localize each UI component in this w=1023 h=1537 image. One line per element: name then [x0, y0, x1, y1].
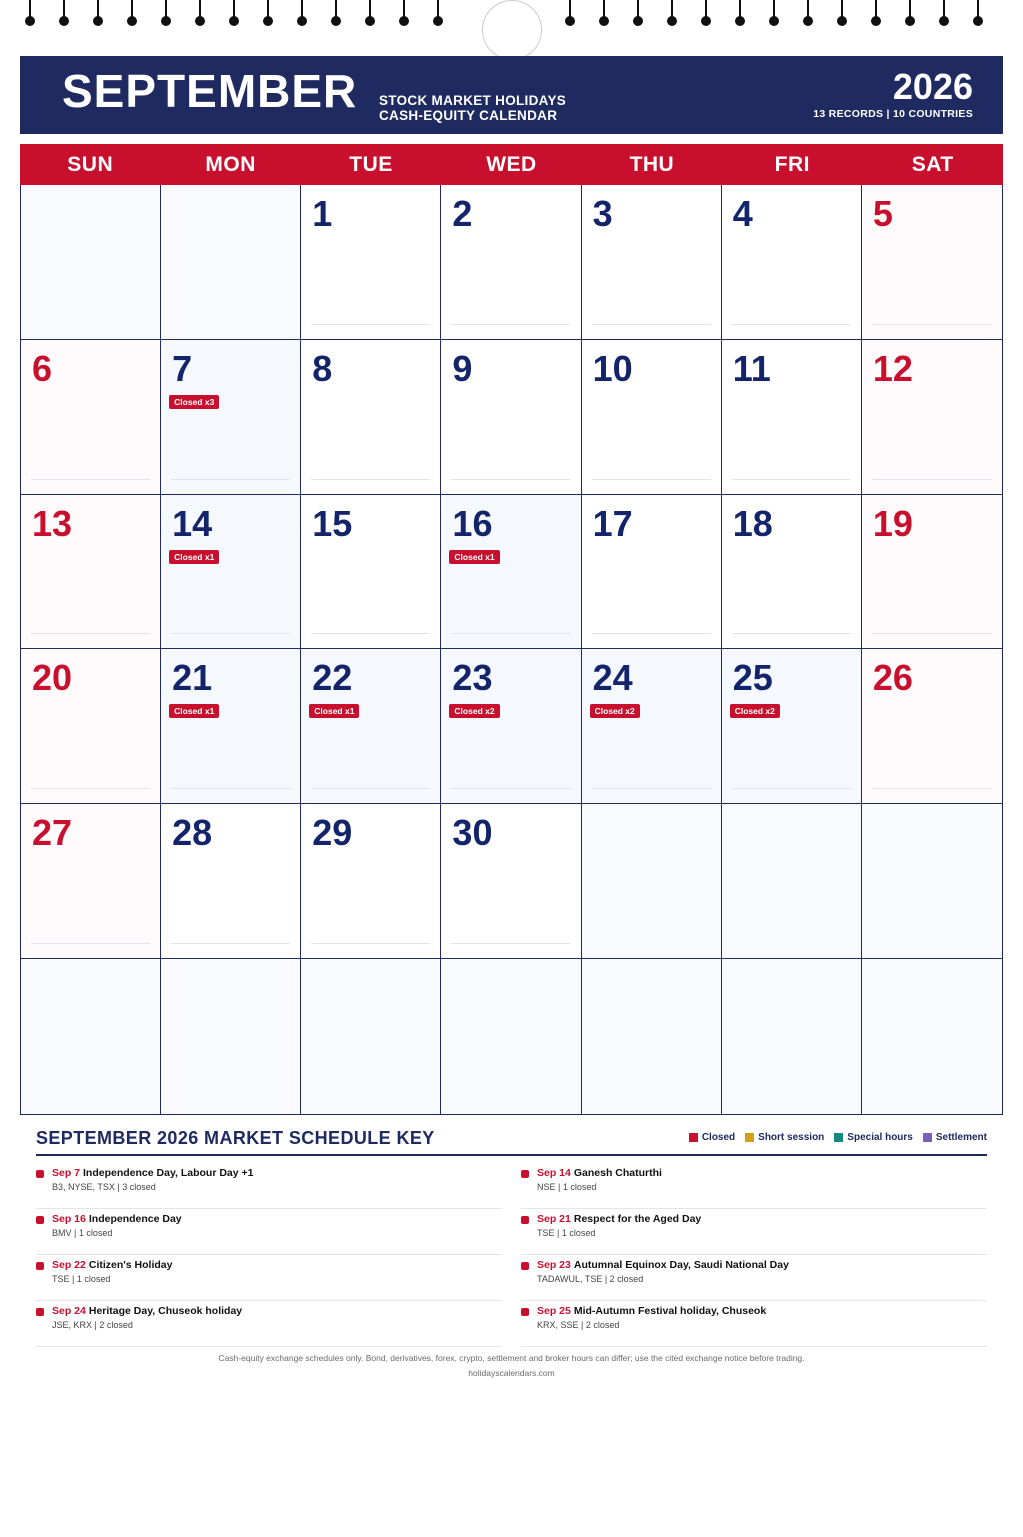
- day-cell-empty: [722, 959, 862, 1114]
- holiday-title: [537, 1305, 766, 1317]
- binding-ring: [63, 0, 65, 20]
- note-line: [171, 479, 290, 480]
- binding-ring: [875, 0, 877, 20]
- closed-badge: Closed x2: [449, 704, 499, 718]
- binding-ring: [603, 0, 605, 20]
- note-line: [311, 943, 430, 944]
- day-number: 22: [312, 657, 353, 699]
- holiday-name: Heritage Day, Chuseok holiday: [88, 1305, 243, 1317]
- binding-ring: [569, 0, 571, 20]
- day-cell-8[interactable]: [301, 340, 441, 495]
- day-cell-13[interactable]: [21, 495, 161, 650]
- weekday-sat: SAT: [911, 153, 954, 176]
- note-line: [732, 633, 851, 634]
- day-number: 25: [732, 657, 773, 699]
- day-cell-11[interactable]: [722, 340, 862, 495]
- weekday-tue: TUE: [349, 153, 393, 176]
- site-link[interactable]: holidayscalendars.com: [468, 1368, 555, 1378]
- closed-marker-icon: [36, 1170, 44, 1178]
- day-cell-6[interactable]: [21, 340, 161, 495]
- closed-marker-icon: [36, 1262, 44, 1270]
- day-cell-20[interactable]: [21, 649, 161, 804]
- day-number: 23: [452, 657, 493, 699]
- holiday-detail: JSE, KRX | 2 closed: [52, 1320, 133, 1330]
- day-cell-empty: [441, 959, 581, 1114]
- note-line: [592, 788, 711, 789]
- day-cell-7[interactable]: [161, 340, 301, 495]
- binding-ring: [131, 0, 133, 20]
- note-line: [451, 324, 570, 325]
- day-number: 4: [732, 193, 753, 234]
- legend-item-settlement: [923, 1132, 987, 1143]
- day-cell-14[interactable]: [161, 495, 301, 650]
- holiday-detail: B3, NYSE, TSX | 3 closed: [52, 1182, 156, 1192]
- day-cell-18[interactable]: [722, 495, 862, 650]
- day-number: 10: [592, 347, 633, 389]
- day-cell-empty: [161, 959, 301, 1114]
- day-number: 17: [592, 502, 633, 544]
- note-line: [311, 633, 430, 634]
- legend-item-short-session: [745, 1132, 824, 1143]
- day-cell-empty: [21, 185, 161, 340]
- calendar-subtitle: [379, 93, 566, 123]
- closed-marker-icon: [521, 1216, 529, 1224]
- holiday-name: Ganesh Chaturthi: [573, 1167, 662, 1179]
- holiday-detail: KRX, SSE | 2 closed: [537, 1320, 620, 1330]
- holiday-detail: TSE | 1 closed: [537, 1228, 596, 1238]
- closed-marker-icon: [521, 1308, 529, 1316]
- legend-swatch-closed: [689, 1133, 698, 1142]
- note-line: [732, 479, 851, 480]
- binding-ring: [671, 0, 673, 20]
- day-cell-12[interactable]: [862, 340, 1002, 495]
- day-number: 1: [312, 193, 333, 234]
- holiday-detail: TADAWUL, TSE | 2 closed: [537, 1274, 644, 1284]
- day-number: 18: [732, 502, 773, 544]
- day-cell-19[interactable]: [862, 495, 1002, 650]
- legend-item-closed: [689, 1132, 735, 1143]
- schedule-key-title: SEPTEMBER 2026 MARKET SCHEDULE KEY: [36, 1128, 435, 1148]
- legend: [689, 1132, 987, 1143]
- note-line: [872, 479, 992, 480]
- holiday-detail: NSE | 1 closed: [537, 1182, 597, 1192]
- weekday-sun: SUN: [67, 153, 114, 176]
- calendar-grid: [20, 185, 1003, 1115]
- note-line: [451, 788, 570, 789]
- day-number: 6: [32, 347, 53, 389]
- year-label: 2026: [892, 66, 973, 107]
- holiday-date: Sep 22: [52, 1259, 86, 1271]
- binding-ring: [369, 0, 371, 20]
- day-cell-22[interactable]: [301, 649, 441, 804]
- closed-badge: Closed x2: [590, 704, 640, 718]
- binding-ring: [233, 0, 235, 20]
- legend-label: Short session: [758, 1132, 825, 1143]
- binding-ring: [403, 0, 405, 20]
- note-line: [171, 943, 290, 944]
- weekday-header: [20, 144, 1003, 185]
- day-number: 2: [452, 193, 473, 234]
- legend-item-special-hours: [834, 1132, 913, 1143]
- day-number: 21: [172, 657, 213, 699]
- day-cell-26[interactable]: [862, 649, 1002, 804]
- holiday-detail: BMV | 1 closed: [52, 1228, 113, 1238]
- note-line: [171, 788, 290, 789]
- holiday-title: [537, 1167, 662, 1179]
- holiday-title: [52, 1259, 172, 1271]
- day-cell-28[interactable]: [161, 804, 301, 959]
- binding-ring: [773, 0, 775, 20]
- day-cell-23[interactable]: [441, 649, 581, 804]
- binding-ring: [165, 0, 167, 20]
- legend-swatch-short-session: [745, 1133, 754, 1142]
- closed-badge: Closed x1: [449, 550, 499, 564]
- note-line: [872, 324, 992, 325]
- note-line: [592, 633, 711, 634]
- day-cell-30[interactable]: [441, 804, 581, 959]
- holiday-date: Sep 23: [537, 1259, 571, 1271]
- holiday-date: Sep 21: [537, 1213, 571, 1225]
- day-number: 26: [872, 657, 913, 699]
- note-line: [592, 479, 711, 480]
- day-cell-5[interactable]: [862, 185, 1002, 340]
- hanger-hole: [482, 0, 542, 60]
- subtitle-line-2: CASH-EQUITY CALENDAR: [379, 108, 558, 123]
- holiday-title: [52, 1213, 182, 1225]
- legend-label: Closed: [701, 1132, 736, 1143]
- note-line: [311, 324, 430, 325]
- day-number: 3: [592, 193, 613, 234]
- legend-swatch-special-hours: [834, 1133, 843, 1142]
- note-line: [451, 479, 570, 480]
- closed-badge: Closed x1: [169, 704, 219, 718]
- note-line: [31, 633, 150, 634]
- holiday-name: Independence Day, Labour Day +1: [83, 1167, 254, 1179]
- legend-label: Settlement: [935, 1132, 987, 1143]
- note-line: [31, 943, 150, 944]
- weekday-fri: FRI: [774, 153, 810, 176]
- binding-ring: [909, 0, 911, 20]
- holiday-title: [52, 1305, 242, 1317]
- day-cell-17[interactable]: [582, 495, 722, 650]
- note-line: [311, 479, 430, 480]
- day-number: 12: [872, 347, 913, 389]
- day-number: 7: [172, 347, 193, 389]
- closed-badge: Closed x1: [169, 550, 219, 564]
- holiday-date: Sep 24: [52, 1305, 86, 1317]
- note-line: [311, 788, 430, 789]
- holiday-name: Autumnal Equinox Day, Saudi National Day: [573, 1259, 789, 1271]
- day-cell-16[interactable]: [441, 495, 581, 650]
- holiday-detail: TSE | 1 closed: [52, 1274, 111, 1284]
- binding-ring: [335, 0, 337, 20]
- footnote: Cash-equity exchange schedules only. Bond, derivatives, forex, crypto, settlement and broker hours can differ; use the cited exchange notice before trading.: [218, 1353, 805, 1363]
- day-cell-24[interactable]: [582, 649, 722, 804]
- day-cell-27[interactable]: [21, 804, 161, 959]
- note-line: [732, 324, 851, 325]
- holiday-date: Sep 16: [52, 1213, 86, 1225]
- holiday-entry: [36, 1301, 502, 1347]
- note-line: [732, 788, 851, 789]
- day-cell-1[interactable]: [301, 185, 441, 340]
- holiday-title: [537, 1259, 789, 1271]
- holiday-date: Sep 14: [537, 1167, 571, 1179]
- month-title: SEPTEMBER: [62, 65, 358, 117]
- binding-ring: [807, 0, 809, 20]
- binding-ring: [705, 0, 707, 20]
- day-cell-15[interactable]: [301, 495, 441, 650]
- binding-ring: [29, 0, 31, 20]
- holiday-name: Independence Day: [88, 1213, 182, 1225]
- closed-marker-icon: [36, 1308, 44, 1316]
- day-cell-3[interactable]: [582, 185, 722, 340]
- day-number: 15: [312, 502, 353, 544]
- calendar-header: [20, 56, 1003, 134]
- holiday-title: [537, 1213, 701, 1225]
- holiday-entry: [521, 1301, 987, 1347]
- day-cell-empty: [582, 959, 722, 1114]
- holiday-date: Sep 25: [537, 1305, 571, 1317]
- day-number: 29: [312, 812, 353, 854]
- holiday-entry: [36, 1163, 502, 1209]
- binding-ring: [841, 0, 843, 20]
- binding-ring: [437, 0, 439, 20]
- holiday-entry: [521, 1255, 987, 1301]
- day-number: 28: [172, 812, 213, 854]
- day-cell-10[interactable]: [582, 340, 722, 495]
- legend-label: Special hours: [847, 1132, 913, 1143]
- note-line: [872, 633, 992, 634]
- closed-marker-icon: [521, 1170, 529, 1178]
- note-line: [872, 788, 992, 789]
- day-number: 16: [452, 502, 493, 544]
- closed-marker-icon: [521, 1262, 529, 1270]
- day-number: 19: [872, 502, 913, 544]
- holiday-name: Citizen's Holiday: [88, 1259, 173, 1271]
- day-cell-empty: [301, 959, 441, 1114]
- note-line: [451, 943, 570, 944]
- binding-ring: [97, 0, 99, 20]
- note-line: [31, 479, 150, 480]
- key-divider: [36, 1154, 987, 1156]
- note-line: [592, 324, 711, 325]
- day-cell-empty: [722, 804, 862, 959]
- binding-ring: [301, 0, 303, 20]
- day-cell-empty: [862, 804, 1002, 959]
- day-cell-empty: [862, 959, 1002, 1114]
- binding-ring: [943, 0, 945, 20]
- binding-ring: [977, 0, 979, 20]
- day-number: 5: [872, 193, 893, 234]
- day-number: 27: [32, 812, 73, 854]
- day-cell-2[interactable]: [441, 185, 581, 340]
- note-line: [171, 633, 290, 634]
- closed-badge: Closed x2: [730, 704, 780, 718]
- records-summary: 13 RECORDS | 10 COUNTRIES: [813, 108, 973, 120]
- day-cell-4[interactable]: [722, 185, 862, 340]
- holiday-name: Respect for the Aged Day: [573, 1213, 702, 1225]
- holiday-entry: [36, 1209, 502, 1255]
- binding-ring: [739, 0, 741, 20]
- holiday-date: Sep 7: [52, 1167, 81, 1179]
- holiday-name: Mid-Autumn Festival holiday, Chuseok: [573, 1305, 767, 1317]
- binding-ring: [637, 0, 639, 20]
- binding-ring: [267, 0, 269, 20]
- legend-swatch-settlement: [923, 1133, 932, 1142]
- holiday-title: [52, 1167, 254, 1179]
- holiday-entry: [521, 1163, 987, 1209]
- day-cell-9[interactable]: [441, 340, 581, 495]
- holiday-entry: [521, 1209, 987, 1255]
- day-cell-21[interactable]: [161, 649, 301, 804]
- day-number: 13: [32, 502, 73, 544]
- day-cell-empty: [582, 804, 722, 959]
- note-line: [451, 633, 570, 634]
- day-number: 11: [732, 347, 771, 389]
- day-number: 20: [32, 657, 73, 699]
- weekday-wed: WED: [486, 153, 537, 176]
- day-cell-29[interactable]: [301, 804, 441, 959]
- day-number: 8: [312, 347, 333, 389]
- weekday-mon: MON: [205, 153, 256, 176]
- closed-badge: Closed x1: [309, 704, 359, 718]
- weekday-thu: THU: [629, 153, 675, 176]
- day-number: 14: [172, 502, 213, 544]
- day-number: 9: [452, 347, 473, 389]
- note-line: [31, 788, 150, 789]
- day-number: 24: [592, 657, 633, 699]
- subtitle-line-1: STOCK MARKET HOLIDAYS: [379, 93, 567, 108]
- closed-badge: Closed x3: [169, 395, 219, 409]
- day-number: 30: [452, 812, 493, 854]
- day-cell-25[interactable]: [722, 649, 862, 804]
- day-cell-empty: [161, 185, 301, 340]
- closed-marker-icon: [36, 1216, 44, 1224]
- holiday-entry: [36, 1255, 502, 1301]
- binding-ring: [199, 0, 201, 20]
- day-cell-empty: [21, 959, 161, 1114]
